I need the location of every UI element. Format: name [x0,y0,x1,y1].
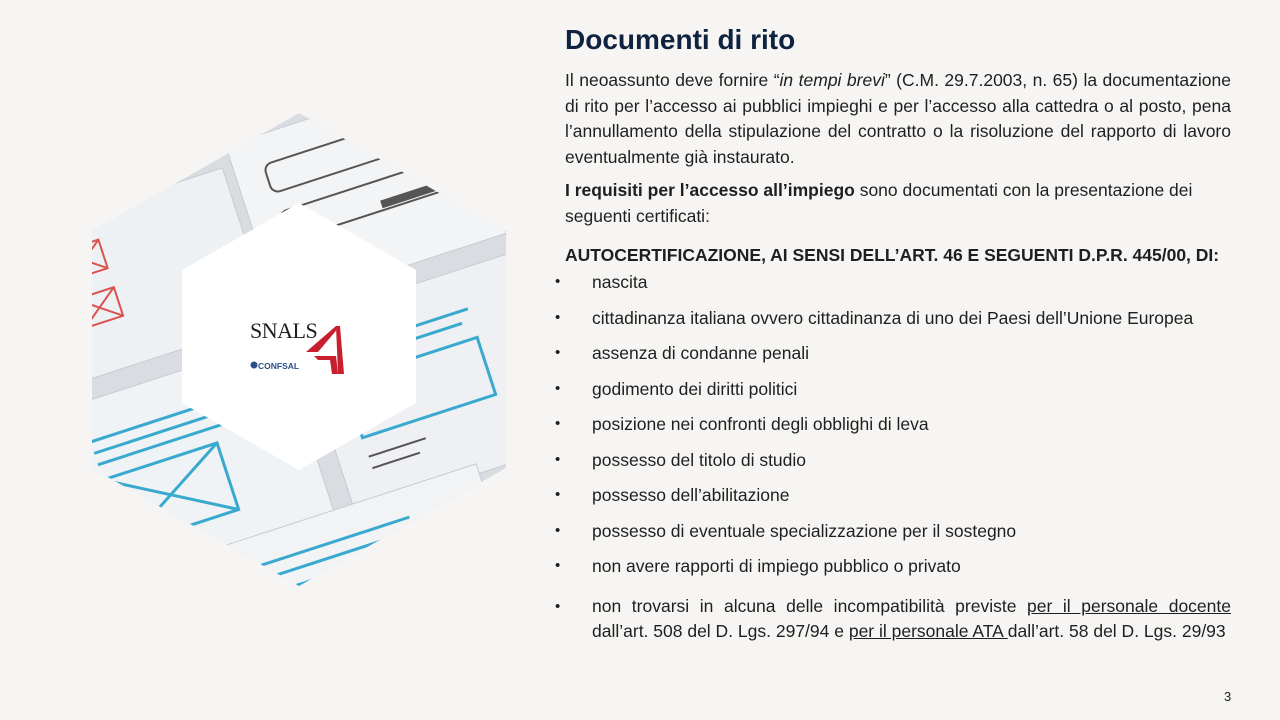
confsal-shield-icon [250,361,258,369]
intro-text-1: Il neoassunto deve fornire “ [565,70,780,90]
certificates-list [553,271,1231,644]
bullet-icon: • [555,308,561,326]
bullet-icon: • [555,450,561,468]
logo-name: SNALS [250,318,318,343]
page-number: 3 [1224,689,1232,704]
page-title: Documenti di rito [565,24,796,55]
underlined-ata: per il personale ATA [848,620,1008,641]
bullet-icon: • [555,379,561,397]
requisiti-paragraph [565,178,1231,229]
intro-paragraph [565,68,1231,170]
autocert-heading: AUTOCERTIFICAZIONE, AI SENSI DELL’ART. 46 E SEGUENTI D.P.R. 445/00, DI: [565,245,1220,265]
list-item: • possesso dell’abilitazione [555,485,790,505]
list-item: • possesso del titolo di studio [555,449,807,470]
logo-sub: CONFSAL [258,361,300,371]
bullet-icon: • [555,521,561,539]
list-item: • nascita [555,272,648,292]
hexagon-image [92,113,506,586]
bullet-icon: • [555,486,561,503]
list-item: • cittadinanza italiana ovvero cittadinanza di uno dei Paesi dell’Unione Europea [555,307,1194,328]
intro-emphasis: in tempi brevi [779,70,885,90]
list-item: • assenza di condanne penali [555,343,809,363]
bullet-icon: • [555,344,561,361]
bullet-icon: • [555,273,561,290]
logo-mark-icon [306,326,344,374]
underlined-docente: per il personale docente [1027,595,1231,616]
bullet-icon: • [555,557,561,574]
list-item: • posizione nei confronti degli obblighi di leva [555,414,929,434]
bullet-icon: • [555,415,561,432]
snals-logo [92,113,506,586]
list-item: • godimento dei diritti politici [555,378,798,399]
bullet-icon: • [555,597,561,615]
requisiti-bold: I requisiti per l’accesso all’impiego [565,180,855,200]
requisiti-text: sono documentati con la presentazione dei seguenti certificati: [565,180,1193,226]
list-item: • non avere rapporti di impiego pubblico o privato [555,556,961,576]
intro-text-2: ” (C.M. 29.7.2003, n. 65) la documentazione di rito per l’accesso ai pubblici impieghi e per l’accesso alla cattedra o al posto, pena l’annullamento della stipulazione del contratto o la risoluzione del rapporto di lavoro eventualmente già instaurato. [565,70,1231,167]
list-item: • possesso di eventuale specializzazione per il sostegno [555,520,1017,541]
list-item-incompatibilita: • non trovarsi in alcuna delle incompatibilità previste per il personale docente dall’art. 508 del D. Lgs. 297/94 e per il personale ATA dall’art. 58 del D. Lgs. 29/93 [555,595,1231,641]
